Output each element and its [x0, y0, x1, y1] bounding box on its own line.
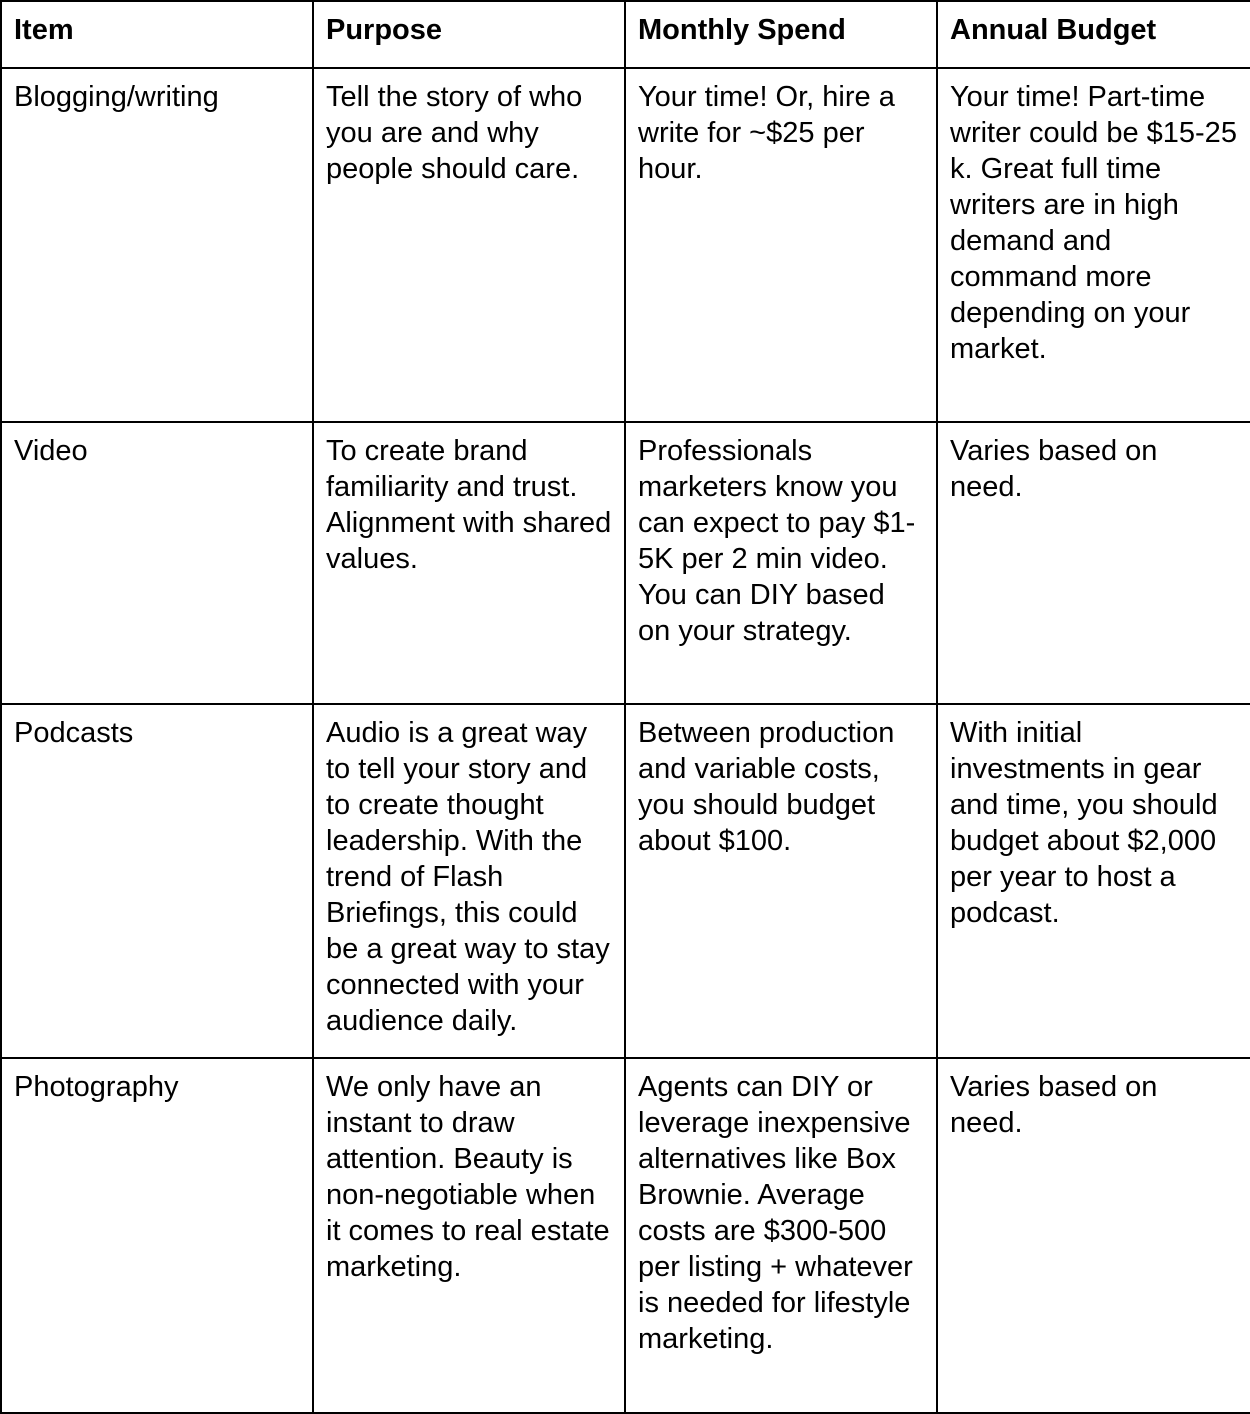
- cell-item: Photography: [1, 1058, 313, 1413]
- table-row: [1, 68, 1250, 422]
- header-monthly-spend: Monthly Spend: [625, 1, 937, 68]
- table-row: [1, 422, 1250, 704]
- cell-item: Video: [1, 422, 313, 704]
- cell-item: Podcasts: [1, 704, 313, 1058]
- cell-annual-budget: Varies based on need.: [937, 422, 1250, 704]
- cell-purpose: We only have an instant to draw attention. Beauty is non-negotiable when it comes to real estate marketing.: [313, 1058, 625, 1413]
- cell-monthly-spend: Your time! Or, hire a write for ~$25 per hour.: [625, 68, 937, 422]
- cell-annual-budget: Varies based on need.: [937, 1058, 1250, 1413]
- header-item: Item: [1, 1, 313, 68]
- cell-annual-budget: With initial investments in gear and time, you should budget about $2,000 per year to host a podcast.: [937, 704, 1250, 1058]
- table-row: [1, 704, 1250, 1058]
- cell-item: Blogging/writing: [1, 68, 313, 422]
- header-annual-budget: Annual Budget: [937, 1, 1250, 68]
- cell-monthly-spend: Professionals marketers know you can expect to pay $1-5K per 2 min video. You can DIY based on your strategy.: [625, 422, 937, 704]
- cell-purpose: Tell the story of who you are and why people should care.: [313, 68, 625, 422]
- cell-purpose: Audio is a great way to tell your story and to create thought leadership. With the trend of Flash Briefings, this could be a great way to stay connected with your audience daily.: [313, 704, 625, 1058]
- table-body: [1, 68, 1250, 1413]
- header-row: [1, 1, 1250, 68]
- cell-annual-budget: Your time! Part-time writer could be $15-25 k. Great full time writers are in high demand and command more depending on your market.: [937, 68, 1250, 422]
- table-header: [1, 1, 1250, 68]
- header-purpose: Purpose: [313, 1, 625, 68]
- cell-monthly-spend: Between production and variable costs, you should budget about $100.: [625, 704, 937, 1058]
- cell-purpose: To create brand familiarity and trust. Alignment with shared values.: [313, 422, 625, 704]
- cell-monthly-spend: Agents can DIY or leverage inexpensive alternatives like Box Brownie. Average costs are $300-500 per listing + whatever is needed for lifestyle marketing.: [625, 1058, 937, 1413]
- table-row: [1, 1058, 1250, 1413]
